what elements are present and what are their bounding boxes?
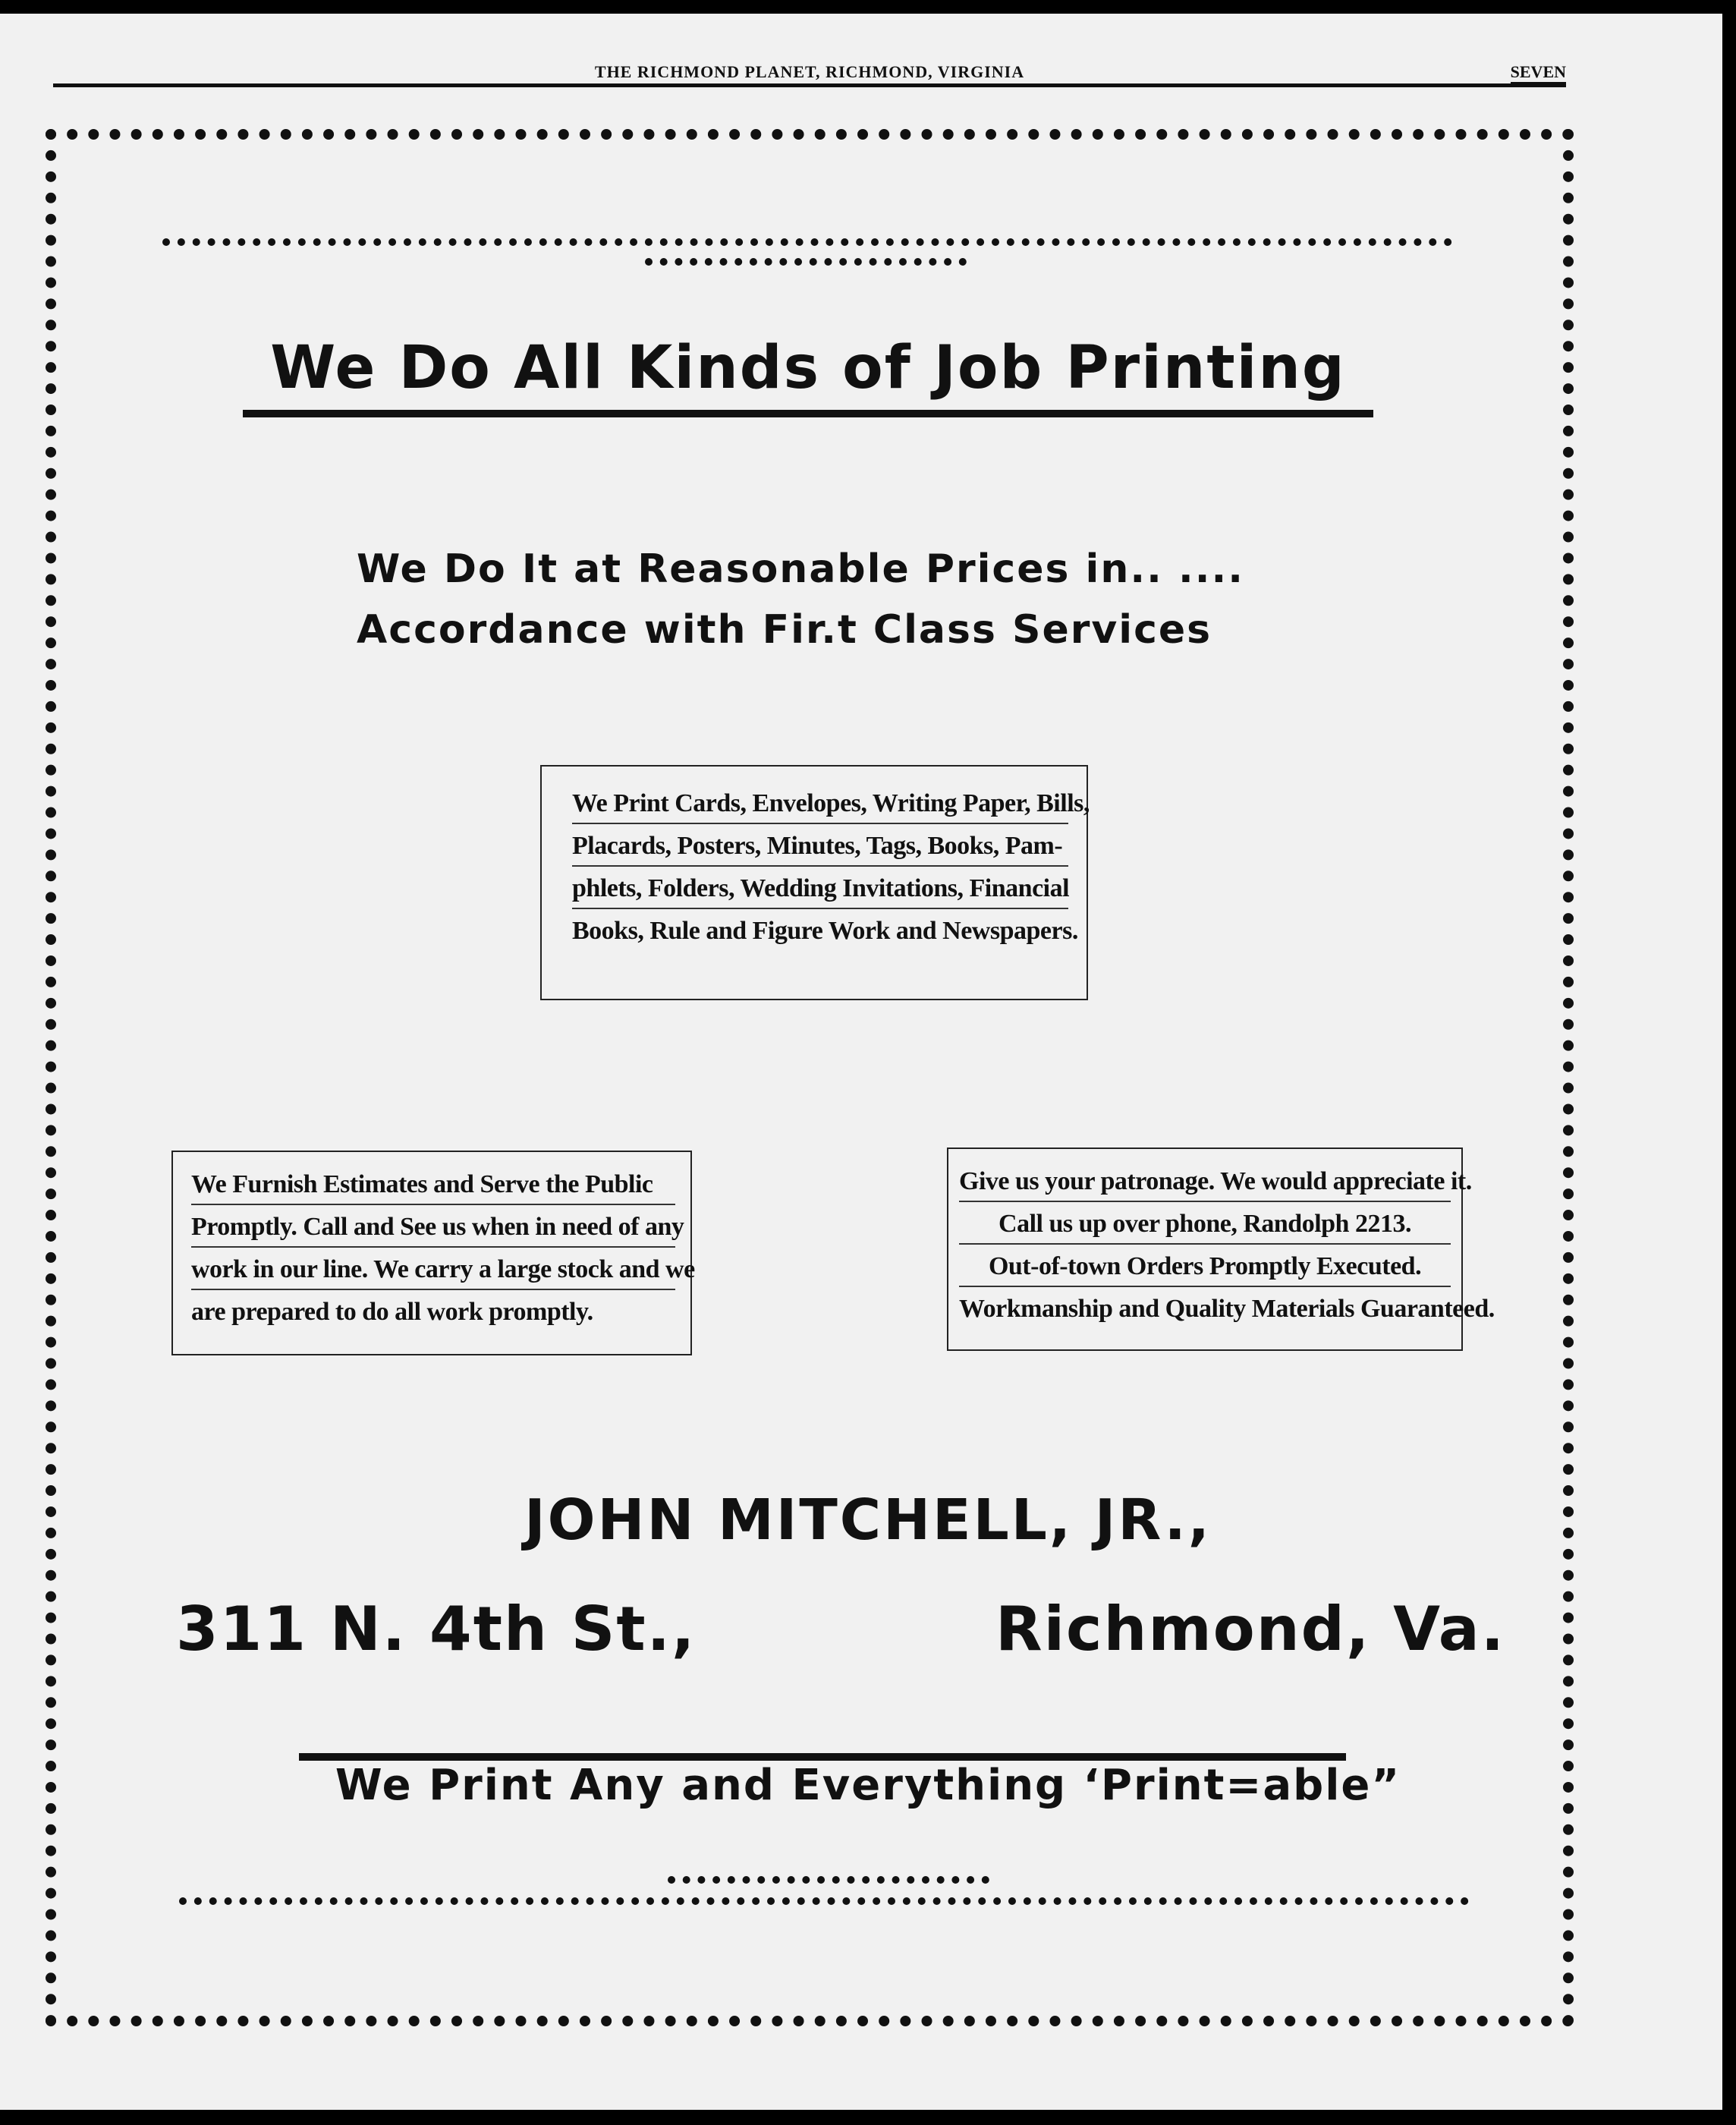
proprietor-name: JOHN MITCHELL, JR., — [524, 1488, 1212, 1553]
products-box — [540, 765, 1088, 1000]
ad-subheading-line-1: We Do It at Reasonable Prices in.. .... — [357, 546, 1245, 592]
page-number: SEVEN — [1511, 62, 1566, 85]
ad-slogan: We Print Any and Everything ‘Print=able” — [335, 1761, 1401, 1810]
patronage-line: Call us up over phone, Randolph 2213. — [959, 1202, 1451, 1245]
estimates-box — [171, 1151, 695, 1355]
bottom-ornament-rule-short — [668, 1876, 989, 1893]
bottom-ornament-rule — [179, 1897, 1469, 1914]
street-address: 311 N. 4th St., — [176, 1594, 697, 1664]
products-line: We Print Cards, Envelopes, Writing Paper, Bills, — [572, 782, 1068, 824]
patronage-line: Workmanship and Quality Materials Guaranteed. — [959, 1295, 1495, 1323]
patronage-line: Out-of-town Orders Promptly Executed. — [959, 1245, 1451, 1287]
patronage-line: Give us your patronage. We would appreciate it. — [959, 1160, 1451, 1202]
products-line: Placards, Posters, Minutes, Tags, Books, Pam- — [572, 824, 1068, 867]
estimates-line: work in our line. We carry a large stock and we — [191, 1248, 675, 1290]
city-address: Richmond, Va. — [995, 1594, 1506, 1664]
running-title: THE RICHMOND PLANET, RICHMOND, VIRGINIA — [594, 62, 1025, 81]
top-ornament-rule — [162, 238, 1452, 255]
slogan-rule — [299, 1753, 1346, 1761]
top-ornament-rule-short — [645, 258, 967, 275]
products-line: phlets, Folders, Wedding Invitations, Financial — [572, 867, 1068, 909]
estimates-line: We Furnish Estimates and Serve the Public — [191, 1163, 675, 1205]
page-header — [53, 55, 1566, 87]
patronage-box — [947, 1148, 1495, 1351]
ad-headline: We Do All Kinds of Job Printing — [243, 334, 1373, 417]
products-line: Books, Rule and Figure Work and Newspapers. — [572, 917, 1078, 945]
estimates-line: are prepared to do all work promptly. — [191, 1298, 593, 1326]
ad-subheading-line-2: Accordance with Fir.t Class Services — [357, 607, 1212, 653]
estimates-line: Promptly. Call and See us when in need of any — [191, 1205, 675, 1248]
